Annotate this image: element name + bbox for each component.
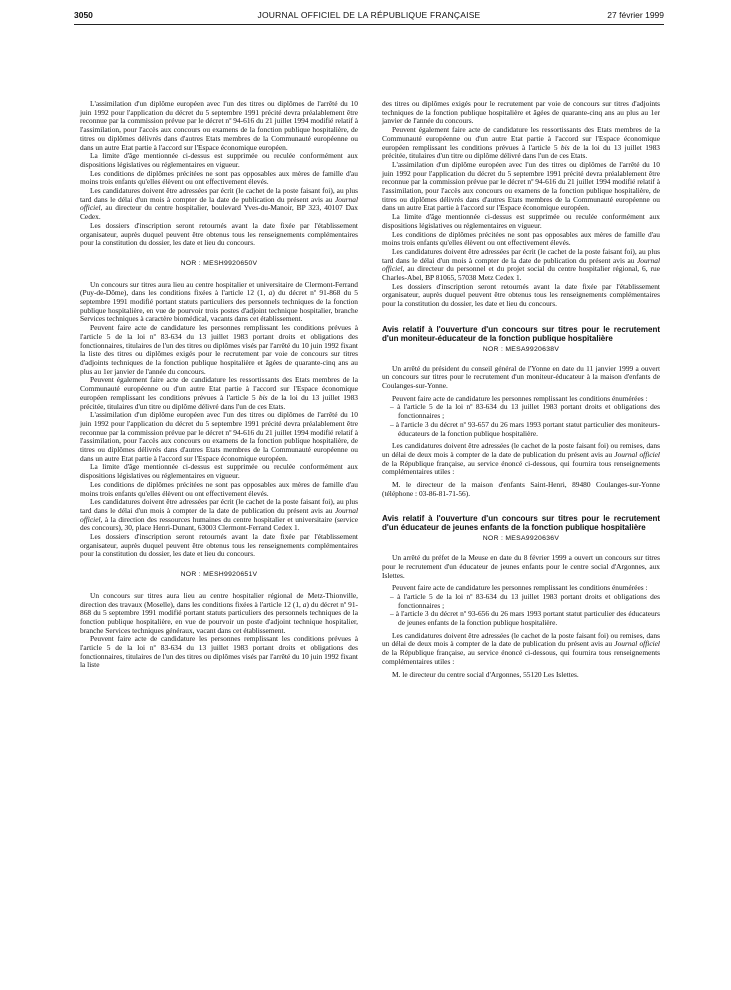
paragraph: Les candidatures doivent être adressées par écrit (le cachet de la poste faisant foi), au plus tard dans le délai d'un mois à compter de la date de publication du présent avis au Journal officiel, à la direction des ressources humaines du centre hospitalier et universitaire (service des concours), 30, place Henri-Dunant, 63003 Clermont-Ferrand Cedex 1.	[80, 497, 358, 533]
paragraph: L'assimilation d'un diplôme européen avec l'un des titres ou diplômes de l'arrêté du 10 juin 1992 pour l'application du décret du 5 septembre 1991 précité devra préalablement être reconnue par la commission prévue par le décret nº 94-616 du 21 juillet 1994 modifié relatif à l'assimilation, pour l'accès aux concours ou examens de la fonction publique hospitalière, de titres ou diplômes délivrés dans d'autres Etats membres de la Communauté européenne ou dans un autre Etat partie à l'accord sur l'Espace économique européen.	[80, 99, 358, 152]
notice-title: Avis relatif à l'ouverture d'un concours sur titres pour le recrutement d'un moniteur-éducateur de la fonction publique hospitalière	[382, 324, 660, 343]
paragraph: Peuvent également faire acte de candidature les ressortissants des Etats membres de la Communauté européenne ou d'un autre Etat partie à l'accord sur l'Espace économique européen remplissant les conditions prévues à l'article 5 bis de la loi du 13 juillet 1983 précitée, titulaires d'un titre ou diplôme délivré dans l'un de ces Etats.	[382, 125, 660, 161]
list-item: – à l'article 5 de la loi nº 83-634 du 13 juillet 1983 portant droits et obligations des fonctionnaires ;	[390, 591, 660, 610]
paragraph: M. le directeur de la maison d'enfants Saint-Henri, 89480 Coulanges-sur-Yonne (téléphone : 03-86-81-71-56).	[382, 480, 660, 498]
nor-reference: NOR : MESA9920638V	[482, 345, 560, 353]
paragraph: Les dossiers d'inscription seront retournés avant la date fixée par l'établissement organisateur, auprès duquel peuvent être obtenus tous les renseignements complémentaires pour la constitution du dossier, les date et lieu du concours.	[382, 281, 660, 309]
nor-reference: NOR : MESH9920650V	[180, 259, 258, 267]
right-column	[382, 100, 660, 679]
paragraph: Les candidatures doivent être adressées (le cachet de la poste faisant foi) ou remises, dans un délai de deux mois à compter de la date de publication du présent avis au Journal officiel de la République française, au service énoncé ci-dessous, qui fournira tous renseignements complémentaires utiles :	[382, 441, 660, 477]
paragraph: Un concours sur titres aura lieu au centre hospitalier régional de Metz-Thionville, direction des travaux (Moselle), dans les conditions fixées à l'article 12 (1, a) du décret nº 91-868 du 5 septembre 1991 modifié portant statuts particuliers des personnels techniques de la fonction publique hospitalière, en vue de pourvoir un poste d'adjoint technique hospitalier, branche Services techniques généraux, vacant dans cet établissement.	[80, 590, 358, 635]
paragraph: Les conditions de diplômes précitées ne sont pas opposables aux mères de famille d'au moins trois enfants qu'elles élèvent ou ont effectivement élevés.	[80, 168, 358, 187]
paragraph: Un concours sur titres aura lieu au centre hospitalier et universitaire de Clermont-Ferrand (Puy-de-Dôme), dans les conditions fixées à l'article 12 (1, a) du décret nº 91-868 du 5 septembre 1991 modifié portant statuts particuliers des personnels techniques de la fonction publique hospitalière, en vue de pourvoir trois postes d'adjoint technique hospitalier, branche Services techniques à caractère biomédical, vacants dans cet établissement.	[80, 279, 358, 324]
left-column	[80, 100, 358, 670]
paragraph: L'assimilation d'un diplôme européen avec l'un des titres ou diplômes de l'arrêté du 10 juin 1992 pour l'application du décret du 5 septembre 1991 précité devra préalablement être reconnue par la commission prévue par le décret nº 94-616 du 21 juillet 1994 modifié relatif à l'assimilation, pour l'accès aux concours ou examens de la fonction publique hospitalière, de titres ou diplômes délivrés dans d'autres Etats membres de la Communauté européenne ou dans un autre Etat partie à l'accord sur l'Espace économique européen.	[80, 410, 358, 463]
nor-reference: NOR : MESH9920651V	[180, 571, 258, 579]
paragraph: Un arrêté du président du conseil général de l'Yonne en date du 11 janvier 1999 a ouvert un concours sur titres pour le recrutement d'un moniteur-éducateur à la maison d'enfants de Coulanges-sur-Yonne.	[382, 363, 660, 390]
notice-title: Avis relatif à l'ouverture d'un concours sur titres pour le recrutement d'un éducateur de jeunes enfants de la fonction publique hospitalière	[382, 514, 660, 533]
paragraph: Les conditions de diplômes précitées ne sont pas opposables aux mères de famille d'au moins trois enfants qu'elles élèvent ou ont effectivement élevés.	[80, 479, 358, 498]
paragraph: Peuvent faire acte de candidature les personnes remplissant les conditions énumérées :	[392, 393, 648, 403]
paragraph: Peuvent faire acte de candidature les personnes remplissant les conditions prévues à l'article 5 de la loi nº 83-634 du 13 juillet 1983 portant droits et obligations des fonctionnaires, titulaires de l'un des titres ou diplômes visés par l'arrêté du 10 juin 1992 fixant la liste	[80, 634, 358, 670]
header-rule	[74, 24, 664, 25]
paragraph: Les candidatures doivent être adressées par écrit (le cachet de la poste faisant foi), au plus tard dans le délai d'un mois à compter de la date de publication du présent avis au Journal officiel, au directeur du personnel et du projet social du centre hospitalier régional, 6, rue Charles-Abel, BP 81065, 57038 Metz Cedex 1.	[382, 246, 660, 283]
paragraph: Les dossiers d'inscription seront retournés avant la date fixée par l'établissement organisateur, auprès duquel peuvent être obtenus tous les renseignements complémentaires pour la constitution du dossier, les date et lieu du concours.	[80, 220, 358, 248]
journal-title: JOURNAL OFFICIEL DE LA RÉPUBLIQUE FRANÇAISE	[257, 10, 481, 20]
conditions-list	[382, 593, 660, 628]
nor-reference: NOR : MESA9920636V	[482, 535, 560, 543]
issue-date: 27 février 1999	[607, 10, 664, 20]
page-header	[74, 8, 664, 24]
paragraph: Peuvent faire acte de candidature les personnes remplissant les conditions énumérées :	[392, 583, 648, 593]
paragraph: L'assimilation d'un diplôme européen avec l'un des titres ou diplômes de l'arrêté du 10 juin 1992 pour l'application du décret du 5 septembre 1991 précité devra préalablement être reconnue par la commission prévue par le décret nº 94-616 du 21 juillet 1994 modifié relatif à l'assimilation, pour l'accès aux concours ou examens de la fonction publique hospitalière, de titres ou diplômes délivrés dans d'autres Etats membres de la Communauté européenne ou dans un autre Etat partie à l'accord sur l'Espace économique européen.	[382, 159, 660, 213]
list-item: – à l'article 3 du décret nº 93-657 du 26 mars 1993 portant statut particulier des moniteurs-éducateurs de la fonction publique hospitalière.	[390, 419, 660, 438]
conditions-list	[382, 403, 660, 438]
paragraph: La limite d'âge mentionnée ci-dessus est supprimée ou reculée conformément aux dispositions législatives ou réglementaires en vigueur.	[80, 462, 358, 481]
paragraph: Peuvent également faire acte de candidature les ressortissants des Etats membres de la Communauté européenne ou d'un autre Etat partie à l'accord sur l'Espace économique européen remplissant les conditions prévues à l'article 5 bis de la loi du 13 juillet 1983 précitée, titulaires d'un titre ou diplôme délivré dans l'un de ces Etats.	[80, 375, 358, 411]
paragraph: Les dossiers d'inscription seront retournés avant la date fixée par l'établissement organisateur, auprès duquel peuvent être obtenus tous les renseignements complémentaires pour la constitution du dossier, les date et lieu du concours.	[80, 532, 358, 559]
paragraph: des titres ou diplômes exigés pour le recrutement par voie de concours sur titres d'adjoints techniques de la fonction publique hospitalière et âgées de quarante-cinq ans au plus au 1er janvier de l'année du concours.	[382, 99, 660, 126]
paragraph: La limite d'âge mentionnée ci-dessus est supprimée ou reculée conformément aux dispositions législatives ou réglementaires en vigueur.	[382, 212, 660, 230]
paragraph: M. le directeur du centre social d'Argonnes, 55120 Les Islettes.	[392, 669, 579, 679]
paragraph: Les candidatures doivent être adressées par écrit (le cachet de la poste faisant foi), au plus tard dans le délai d'un mois à compter de la date de publication du présent avis au Journal officiel, au directeur du centre hospitalier, boulevard Yves-du-Manoir, BP 323, 40107 Dax Cedex.	[80, 186, 358, 222]
paragraph: Les candidatures doivent être adressées (le cachet de la poste faisant foi) ou remises, dans un délai de deux mois à compter de la date de publication du présent avis au Journal officiel de la République française, au service énoncé ci-dessous, qui fournira tous renseignements complémentaires utiles :	[382, 630, 660, 666]
paragraph: Les conditions de diplômes précitées ne sont pas opposables aux mères de famille d'au moins trois enfants qu'elles élèvent ou ont effectivement élevés.	[382, 229, 660, 248]
list-item: – à l'article 3 du décret nº 93-656 du 26 mars 1993 portant statut particulier des éducateurs de jeunes enfants de la fonction publique hospitalière.	[390, 609, 660, 628]
page-number: 3050	[74, 10, 93, 20]
paragraph: Un arrêté du préfet de la Meuse en date du 8 février 1999 a ouvert un concours sur titres pour le recrutement d'un éducateur de jeunes enfants pour le centre social d'Argonnes, aux Islettes.	[382, 553, 660, 580]
paragraph: Peuvent faire acte de candidature les personnes remplissant les conditions prévues à l'article 5 de la loi nº 83-634 du 13 juillet 1983 portant droits et obligations des fonctionnaires, titulaires de l'un des titres ou diplômes visés par l'arrêté du 10 juin 1992 fixant la liste des titres ou diplômes exigés pour le recrutement par voie de concours sur titres d'adjoints techniques de la fonction publique hospitalière et âgées de quarante-cinq ans au plus au 1er janvier de l'année du concours.	[80, 323, 358, 376]
paragraph: La limite d'âge mentionnée ci-dessus est supprimée ou reculée conformément aux dispositions législatives ou réglementaires en vigueur.	[80, 151, 358, 169]
list-item: – à l'article 5 de la loi nº 83-634 du 13 juillet 1983 portant droits et obligations des fonctionnaires ;	[390, 402, 660, 421]
